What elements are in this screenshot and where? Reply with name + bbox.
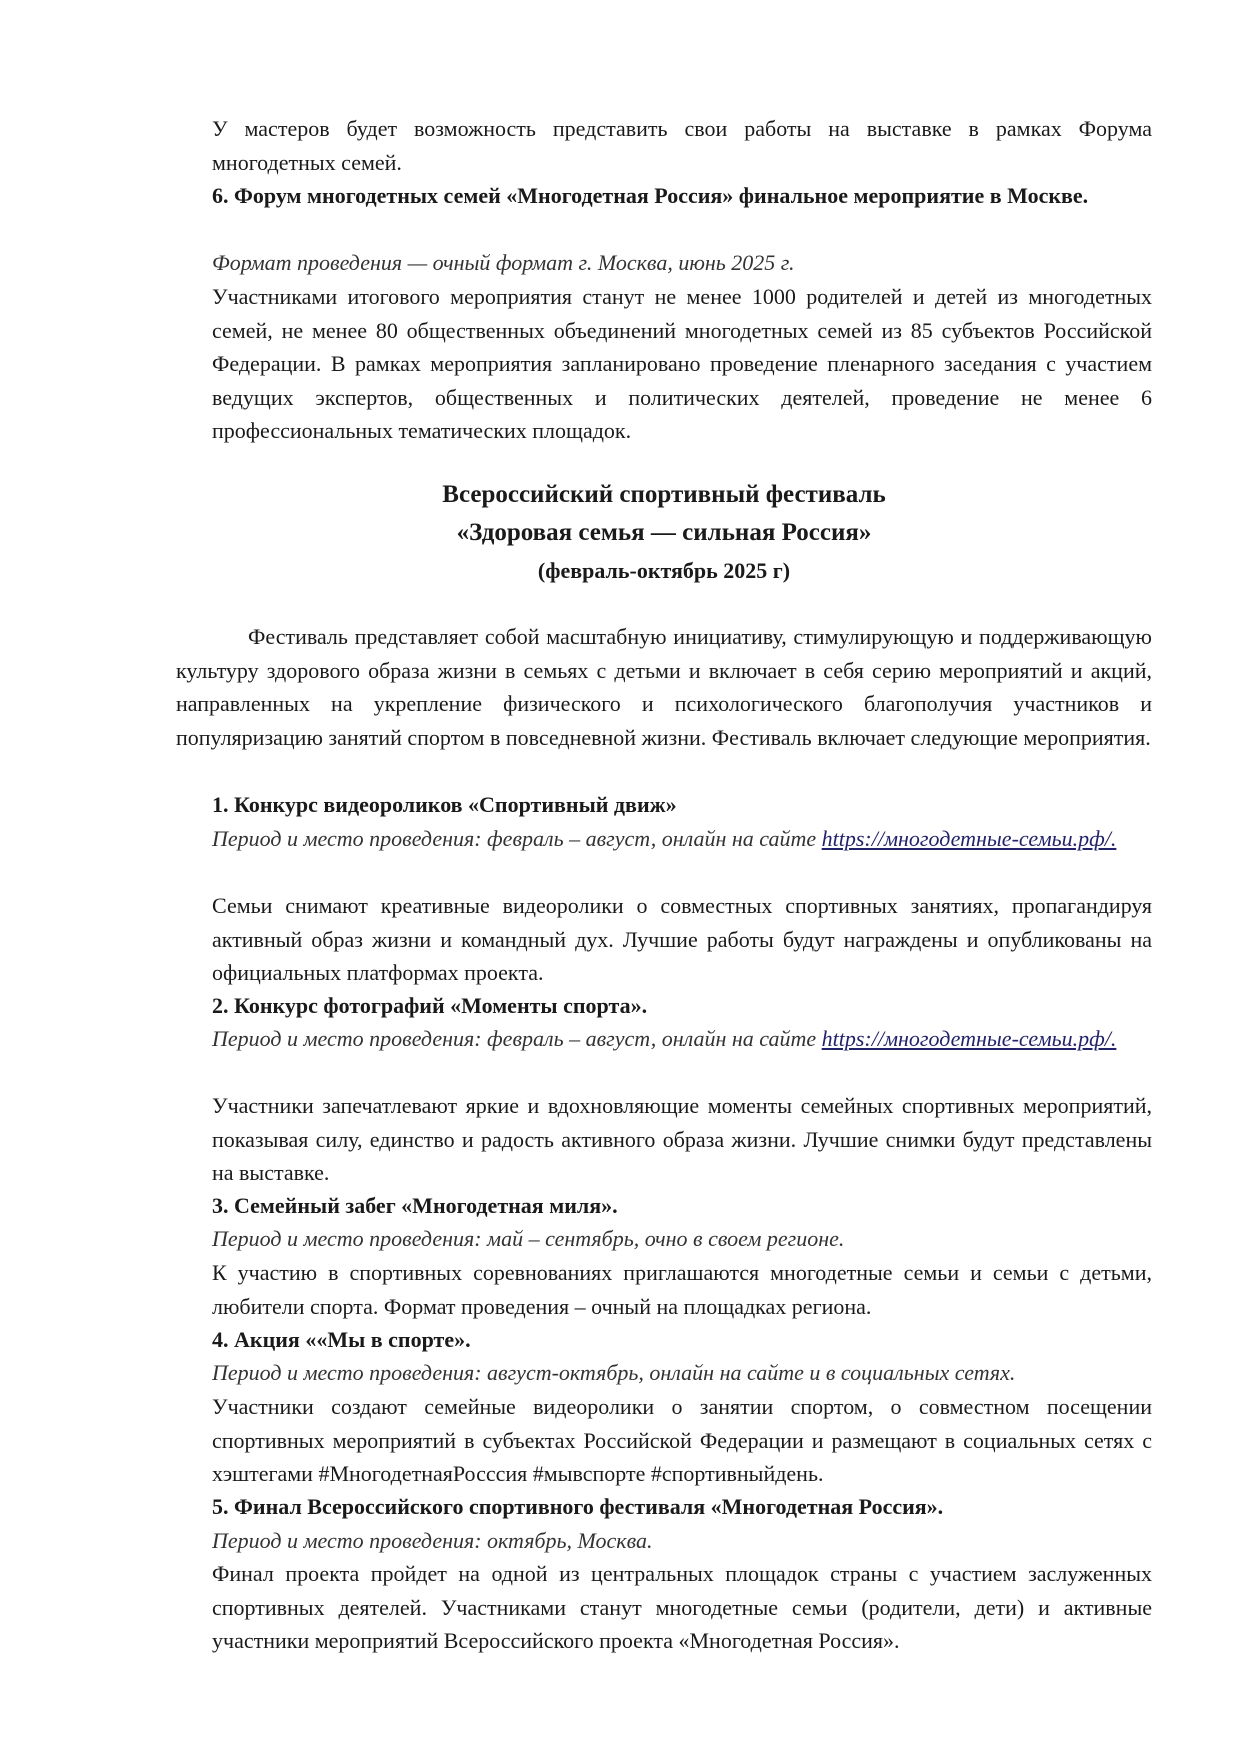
festival-item1-link[interactable]: https://многодетные-семьи.рф/. [821, 826, 1117, 851]
item6-description: Участниками итогового мероприятия станут не менее 1000 родителей и детей из многодетных семей, не менее 80 общественных объединений многодетных семей из 85 субъектов Российской Федерации. В рамках мероприятия запланировано проведение пленарного заседания с участием ведущих экспертов, общественных и политических деятелей, проведение не менее 6 профессиональных тематических площадок. [212, 284, 1152, 443]
festival-item2-title: 2. Конкурс фотографий «Моменты спорта». [212, 993, 648, 1018]
festival-item3-text: К участию в спортивных соревнованиях приглашаются многодетные семьи и семьи с детьми, любители спорта. Формат проведения – очный на площадках региона. [212, 1260, 1152, 1319]
festival-item3-title: 3. Семейный забег «Многодетная миля». [212, 1193, 618, 1218]
festival-item1-period: Период и место проведения: февраль – август, онлайн на сайте https://многодетные-семьи.рф/. [212, 826, 1117, 851]
festival-item5-title: 5. Финал Всероссийского спортивного фестиваля «Многодетная Россия». [212, 1494, 944, 1519]
festival-title-line1: Всероссийский спортивный фестиваль [442, 481, 886, 508]
festival-item5-text: Финал проекта пройдет на одной из центральных площадок страны с участием заслуженных спортивных деятелей. Участниками станут многодетные семьи (родители, дети) и активные участники мероприятий Всероссийского проекта «Многодетная Россия». [212, 1561, 1152, 1653]
festival-item4-text: Участники создают семейные видеоролики о занятии спортом, о совместном посещении спортивных мероприятий в субъектах Российской Федерации и размещают в социальных сетях с хэштегами #МногодетнаяРосссия #мывспорте #спортивныйдень. [212, 1394, 1152, 1486]
item6-format: Формат проведения — очный формат г. Москва, июнь 2025 г. [212, 250, 795, 275]
festival-item2-period: Период и место проведения: февраль – август, онлайн на сайте https://многодетные-семьи.рф/. [212, 1026, 1117, 1051]
festival-item4-period: Период и место проведения: август-октябрь, онлайн на сайте и в социальных сетях. [212, 1360, 1016, 1385]
festival-item5-period: Период и место проведения: октябрь, Москва. [212, 1528, 653, 1553]
festival-item2-link[interactable]: https://многодетные-семьи.рф/. [821, 1026, 1117, 1051]
festival-item1-title: 1. Конкурс видеороликов «Спортивный движ» [212, 792, 677, 817]
festival-item3-period: Период и место проведения: май – сентябрь, очно в своем регионе. [212, 1226, 845, 1251]
item6-title: 6. Форум многодетных семей «Многодетная Россия» финальное мероприятие в Москве. [212, 183, 1089, 208]
festival-title-line2: «Здоровая семья — сильная Россия» [456, 519, 872, 546]
masters-exhibition-paragraph: У мастеров будет возможность представить свои работы на выставке в рамках Форума многодетных семей. [212, 116, 1152, 175]
festival-intro: Фестиваль представляет собой масштабную инициативу, стимулирующую и поддерживающую культуру здорового образа жизни в семьях с детьми и включает в себя серию мероприятий и акций, направленных на укрепление физического и психологического благополучия участников и популяризацию занятий спортом в повседневной жизни. Фестиваль включает следующие мероприятия. [176, 624, 1152, 750]
festival-item1-text: Семьи снимают креативные видеоролики о совместных спортивных занятиях, пропагандируя активный образ жизни и командный дух. Лучшие работы будут награждены и опубликованы на официальных платформах проекта. [212, 893, 1152, 985]
festival-item2-text: Участники запечатлевают яркие и вдохновляющие моменты семейных спортивных мероприятий, показывая силу, единство и радость активного образа жизни. Лучшие снимки будут представлены на выставке. [212, 1093, 1152, 1185]
festival-item4-title: 4. Акция ««Мы в спорте». [212, 1327, 471, 1352]
festival-dates: (февраль-октябрь 2025 г) [537, 558, 791, 583]
